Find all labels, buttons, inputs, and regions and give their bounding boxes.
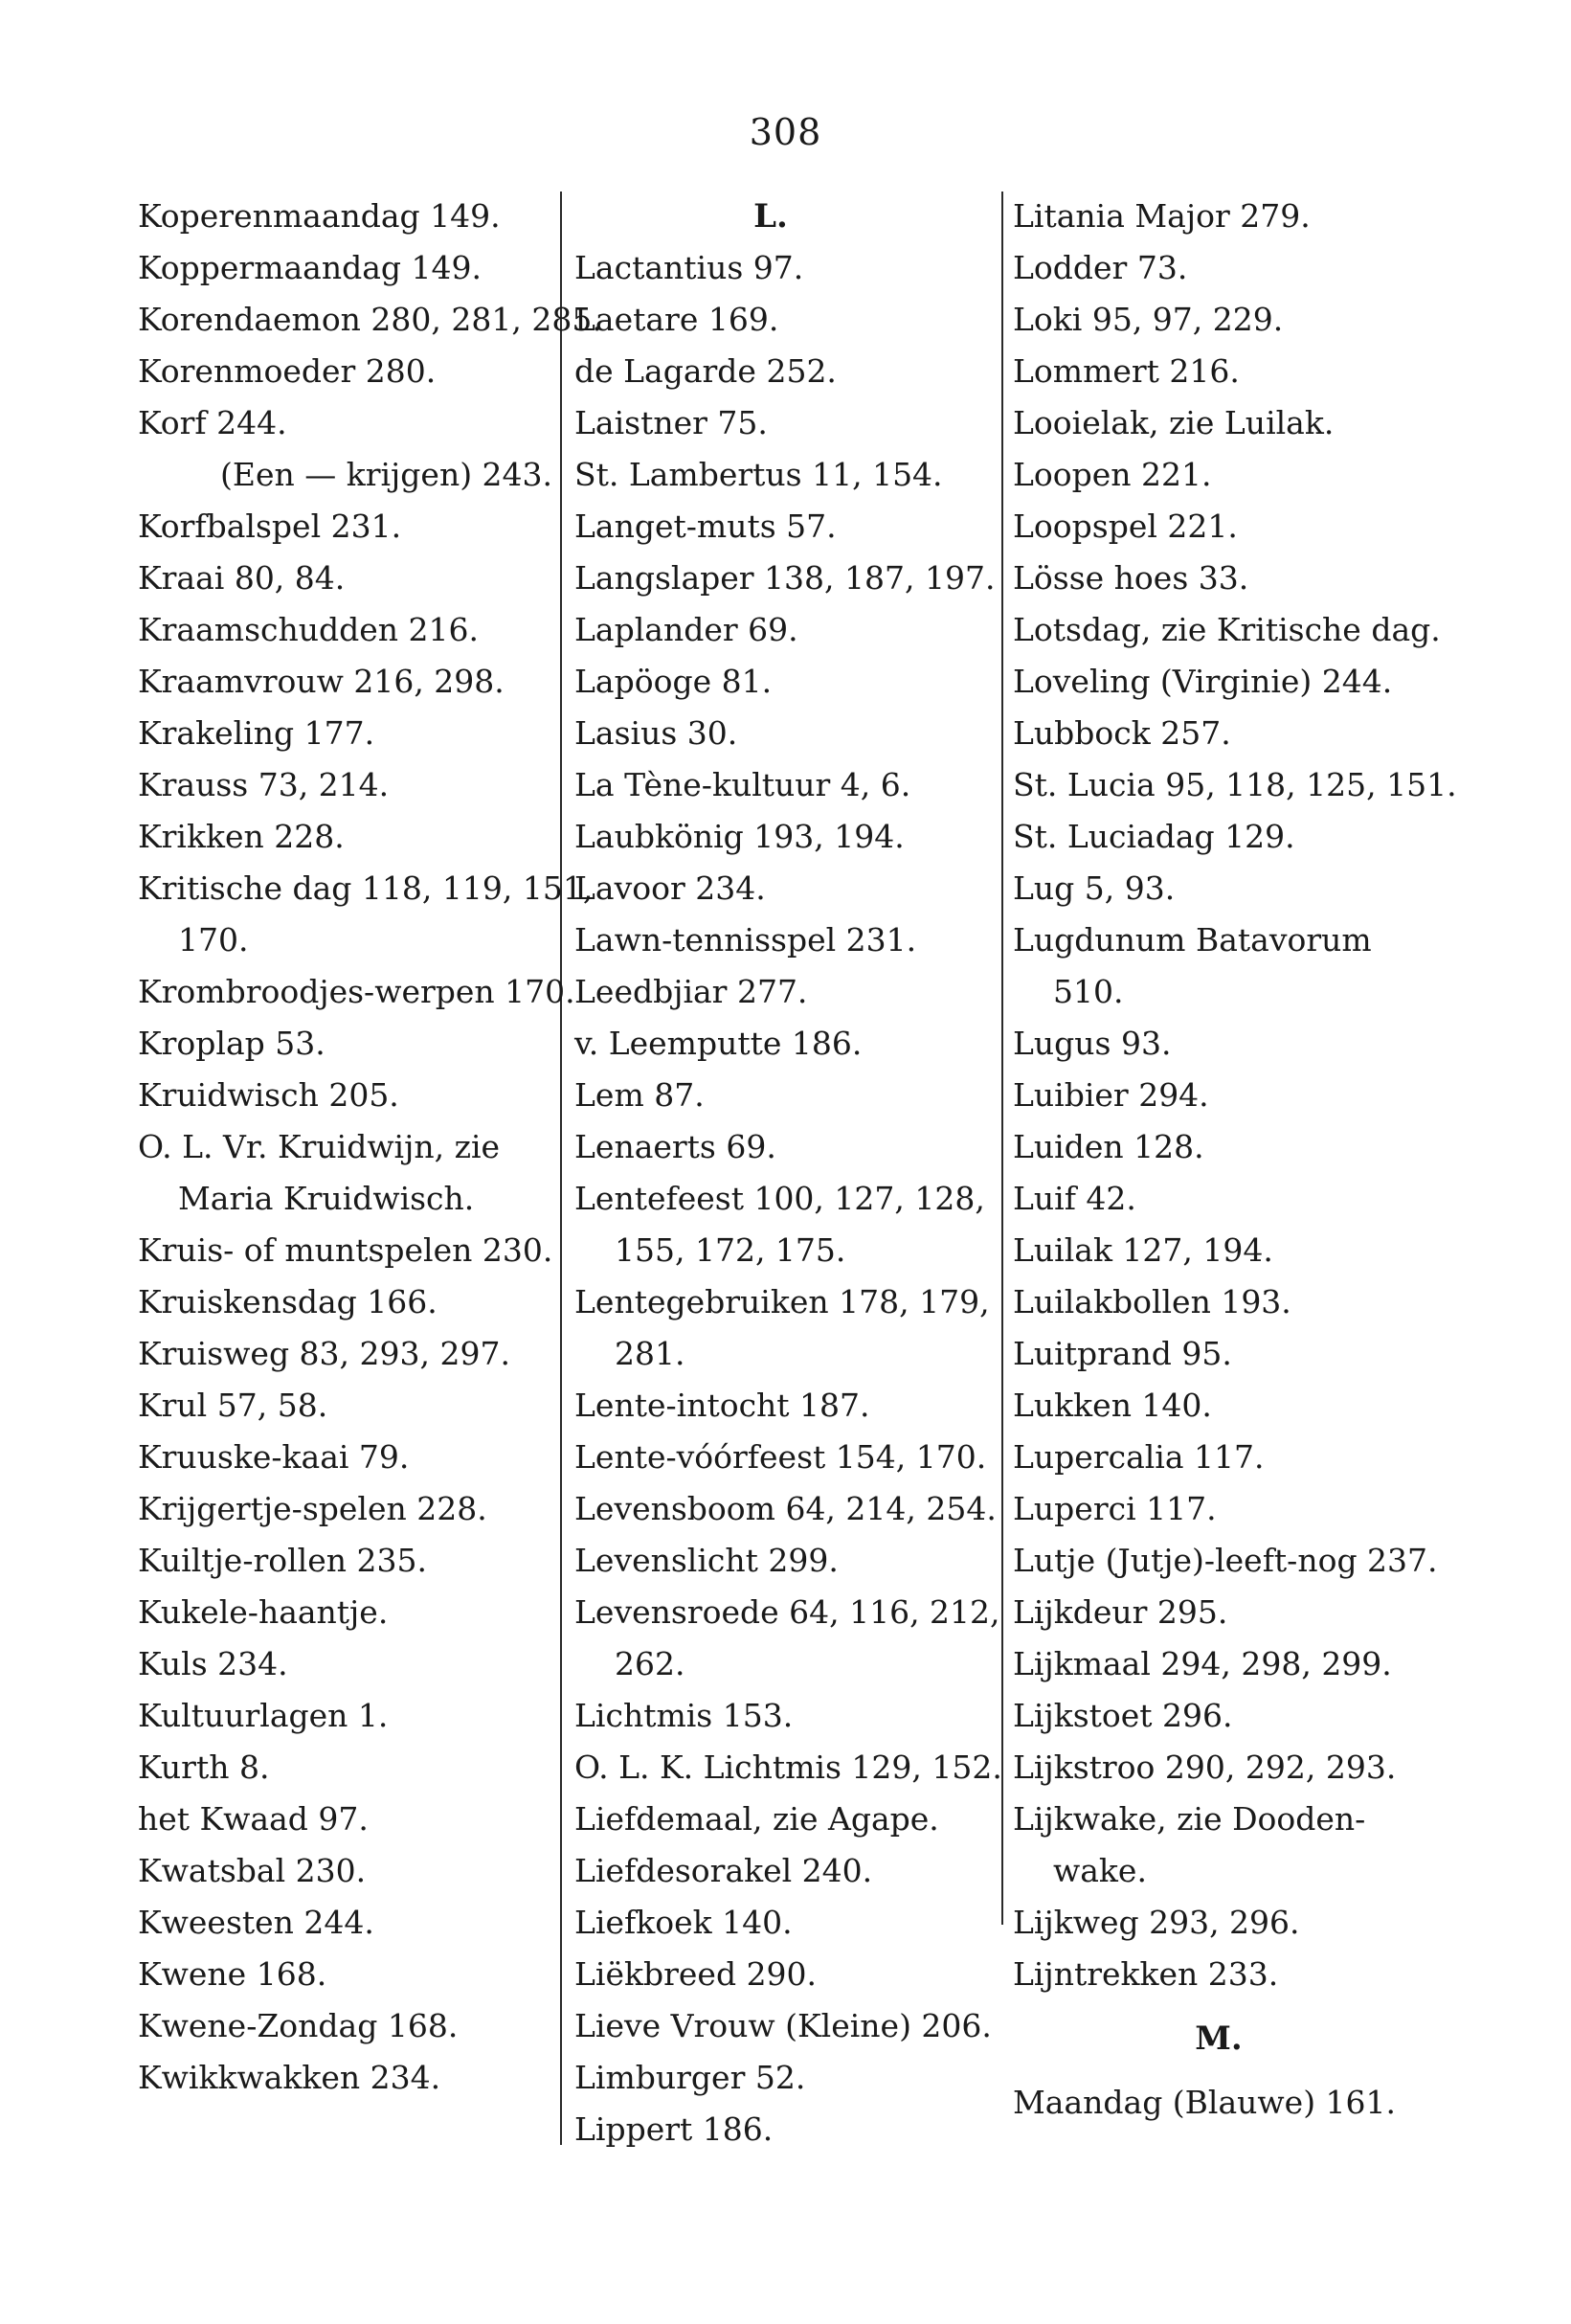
index-entry: Lommert 216.: [1013, 352, 1240, 390]
index-entry: Kruiskensdag 166.: [138, 1283, 438, 1320]
index-entry: Korf 244.: [138, 404, 287, 441]
index-entry: Kruidwisch 205.: [138, 1076, 399, 1114]
index-entry: Korendaemon 280, 281, 285.: [138, 301, 602, 338]
index-entry: Kroplap 53.: [138, 1025, 325, 1062]
index-entry: Lente-intocht 187.: [574, 1387, 870, 1424]
index-subentry: (Een — krijgen) 243.: [220, 456, 553, 493]
index-column-2: [574, 191, 1002, 2155]
index-entry: Laubkönig 193, 194.: [574, 818, 905, 855]
index-entry: Lenaerts 69.: [574, 1128, 776, 1165]
index-entry: Lutje (Jutje)-leeft-nog 237.: [1013, 1542, 1438, 1579]
index-entry: Lodder 73.: [1013, 249, 1188, 286]
column-divider: [560, 192, 562, 2145]
index-entry: Lösse hoes 33.: [1013, 559, 1249, 597]
index-entry: Lijkdeur 295.: [1013, 1593, 1228, 1631]
index-entry: St. Luciadag 129.: [1013, 818, 1295, 855]
index-entry: v. Leemputte 186.: [574, 1025, 863, 1062]
index-entry: Lug 5, 93.: [1013, 869, 1176, 907]
index-entry: Kultuurlagen 1.: [138, 1697, 389, 1734]
page-number: 308: [749, 111, 822, 153]
index-entry: Lijkstroo 290, 292, 293.: [1013, 1749, 1397, 1786]
index-entry: Lugdunum Batavorum: [1013, 921, 1372, 959]
index-entry: Kraamschudden 216.: [138, 611, 479, 648]
index-entry: Krauss 73, 214.: [138, 766, 390, 803]
index-entry: Liefkoek 140.: [574, 1904, 793, 1941]
index-entry-continuation: 510.: [1053, 973, 1124, 1010]
index-entry: Krijgertje-spelen 228.: [138, 1490, 487, 1527]
index-entry: Krakeling 177.: [138, 714, 375, 752]
index-entry: Leedbjiar 277.: [574, 973, 808, 1010]
index-entry: St. Lambertus 11, 154.: [574, 456, 943, 493]
index-entry: Korfbalspel 231.: [138, 508, 402, 545]
index-entry: Krombroodjes-werpen 170.: [138, 973, 575, 1010]
index-entry: Laplander 69.: [574, 611, 798, 648]
index-entry: Lem 87.: [574, 1076, 705, 1114]
index-entry: Liëkbreed 290.: [574, 1955, 818, 1993]
index-entry: Kwatsbal 230.: [138, 1852, 367, 1889]
index-entry: Lasius 30.: [574, 714, 738, 752]
index-entry: Kwene 168.: [138, 1955, 327, 1993]
index-entry: Luiden 128.: [1013, 1128, 1204, 1165]
index-entry: Lentefeest 100, 127, 128,: [574, 1180, 985, 1217]
index-entry: Lippert 186.: [574, 2110, 774, 2148]
index-entry: Kuiltje-rollen 235.: [138, 1542, 427, 1579]
index-entry: Luibier 294.: [1013, 1076, 1209, 1114]
index-entry: Lentegebruiken 178, 179,: [574, 1283, 990, 1320]
index-entry-continuation: 170.: [178, 921, 249, 959]
index-entry: Liefdemaal, zie Agape.: [574, 1800, 939, 1838]
index-entry: Lotsdag, zie Kritische dag.: [1013, 611, 1441, 648]
index-entry: Lactantius 97.: [574, 249, 804, 286]
index-entry: Langslaper 138, 187, 197.: [574, 559, 996, 597]
index-entry: Kuls 234.: [138, 1645, 288, 1682]
index-entry: Lijkstoet 296.: [1013, 1697, 1233, 1734]
index-entry-continuation: 281.: [615, 1335, 685, 1372]
index-entry: Lijkwake, zie Dooden-: [1013, 1800, 1366, 1838]
index-entry: Kruuske-kaai 79.: [138, 1438, 410, 1476]
index-entry: het Kwaad 97.: [138, 1800, 369, 1838]
index-entry: de Lagarde 252.: [574, 352, 837, 390]
index-entry: Kwikkwakken 234.: [138, 2059, 441, 2096]
index-entry: Levenslicht 299.: [574, 1542, 839, 1579]
index-entry: La Tène-kultuur 4, 6.: [574, 766, 911, 803]
index-entry: Liefdesorakel 240.: [574, 1852, 873, 1889]
section-heading-l: L.: [753, 197, 788, 236]
index-entry: O. L. K. Lichtmis 129, 152.: [574, 1749, 1002, 1786]
index-entry-continuation: wake.: [1053, 1852, 1147, 1889]
index-entry: Lukken 140.: [1013, 1387, 1212, 1424]
index-entry: Limburger 52.: [574, 2059, 806, 2096]
column-divider: [1001, 192, 1003, 1925]
index-entry: Koperenmaandag 149.: [138, 197, 501, 235]
index-entry: Luif 42.: [1013, 1180, 1136, 1217]
section-heading-m: M.: [1195, 2019, 1243, 2058]
index-entry: Lieve Vrouw (Kleine) 206.: [574, 2007, 992, 2044]
index-entry: Loki 95, 97, 229.: [1013, 301, 1284, 338]
index-entry: Kruisweg 83, 293, 297.: [138, 1335, 510, 1372]
index-entry-continuation: 262.: [615, 1645, 685, 1682]
index-entry: Litania Major 279.: [1013, 197, 1311, 235]
index-entry: Kritische dag 118, 119, 151,: [138, 869, 594, 907]
index-entry: Lijntrekken 233.: [1013, 1955, 1279, 1993]
index-entry: Lijkmaal 294, 298, 299.: [1013, 1645, 1392, 1682]
index-entry: Lawn-tennisspel 231.: [574, 921, 917, 959]
index-entry: Lugus 93.: [1013, 1025, 1172, 1062]
index-entry: Lichtmis 153.: [574, 1697, 794, 1734]
index-entry-continuation: Maria Kruidwisch.: [178, 1180, 475, 1217]
index-entry: Lupercalia 117.: [1013, 1438, 1265, 1476]
index-entry: Loopspel 221.: [1013, 508, 1238, 545]
index-entry: Koppermaandag 149.: [138, 249, 482, 286]
index-entry: O. L. Vr. Kruidwijn, zie: [138, 1128, 501, 1165]
index-entry: Lubbock 257.: [1013, 714, 1231, 752]
index-entry: Krul 57, 58.: [138, 1387, 328, 1424]
index-entry: Laistner 75.: [574, 404, 768, 441]
index-entry: Luitprand 95.: [1013, 1335, 1232, 1372]
index-entry: Kurth 8.: [138, 1749, 270, 1786]
index-entry-continuation: 155, 172, 175.: [615, 1231, 846, 1269]
index-entry: Loveling (Virginie) 244.: [1013, 663, 1393, 700]
index-entry: Looielak, zie Luilak.: [1013, 404, 1335, 441]
index-entry: Kraamvrouw 216, 298.: [138, 663, 505, 700]
index-entry: Lapöoge 81.: [574, 663, 773, 700]
index-entry: Lavoor 234.: [574, 869, 766, 907]
index-entry: Luilakbollen 193.: [1013, 1283, 1291, 1320]
index-entry: Levensboom 64, 214, 254.: [574, 1490, 997, 1527]
index-entry: Krikken 228.: [138, 818, 345, 855]
index-entry: St. Lucia 95, 118, 125, 151.: [1013, 766, 1457, 803]
index-entry: Kukele-haantje.: [138, 1593, 389, 1631]
index-entry: Kruis- of muntspelen 230.: [138, 1231, 553, 1269]
index-entry: Langet-muts 57.: [574, 508, 837, 545]
index-entry: Laetare 169.: [574, 301, 779, 338]
index-entry: Levensroede 64, 116, 212,: [574, 1593, 1000, 1631]
index-entry: Luilak 127, 194.: [1013, 1231, 1273, 1269]
index-column-1: [138, 191, 602, 2104]
index-entry: Lijkweg 293, 296.: [1013, 1904, 1300, 1941]
index-entry: Loopen 221.: [1013, 456, 1212, 493]
index-entry: Lente-vóórfeest 154, 170.: [574, 1438, 987, 1476]
index-entry: Korenmoeder 280.: [138, 352, 437, 390]
index-column-3: [1013, 191, 1457, 2129]
index-entry: Kwene-Zondag 168.: [138, 2007, 459, 2044]
index-entry: Kraai 80, 84.: [138, 559, 346, 597]
index-entry: Kweesten 244.: [138, 1904, 374, 1941]
index-entry: Luperci 117.: [1013, 1490, 1217, 1527]
index-entry: Maandag (Blauwe) 161.: [1013, 2084, 1397, 2121]
